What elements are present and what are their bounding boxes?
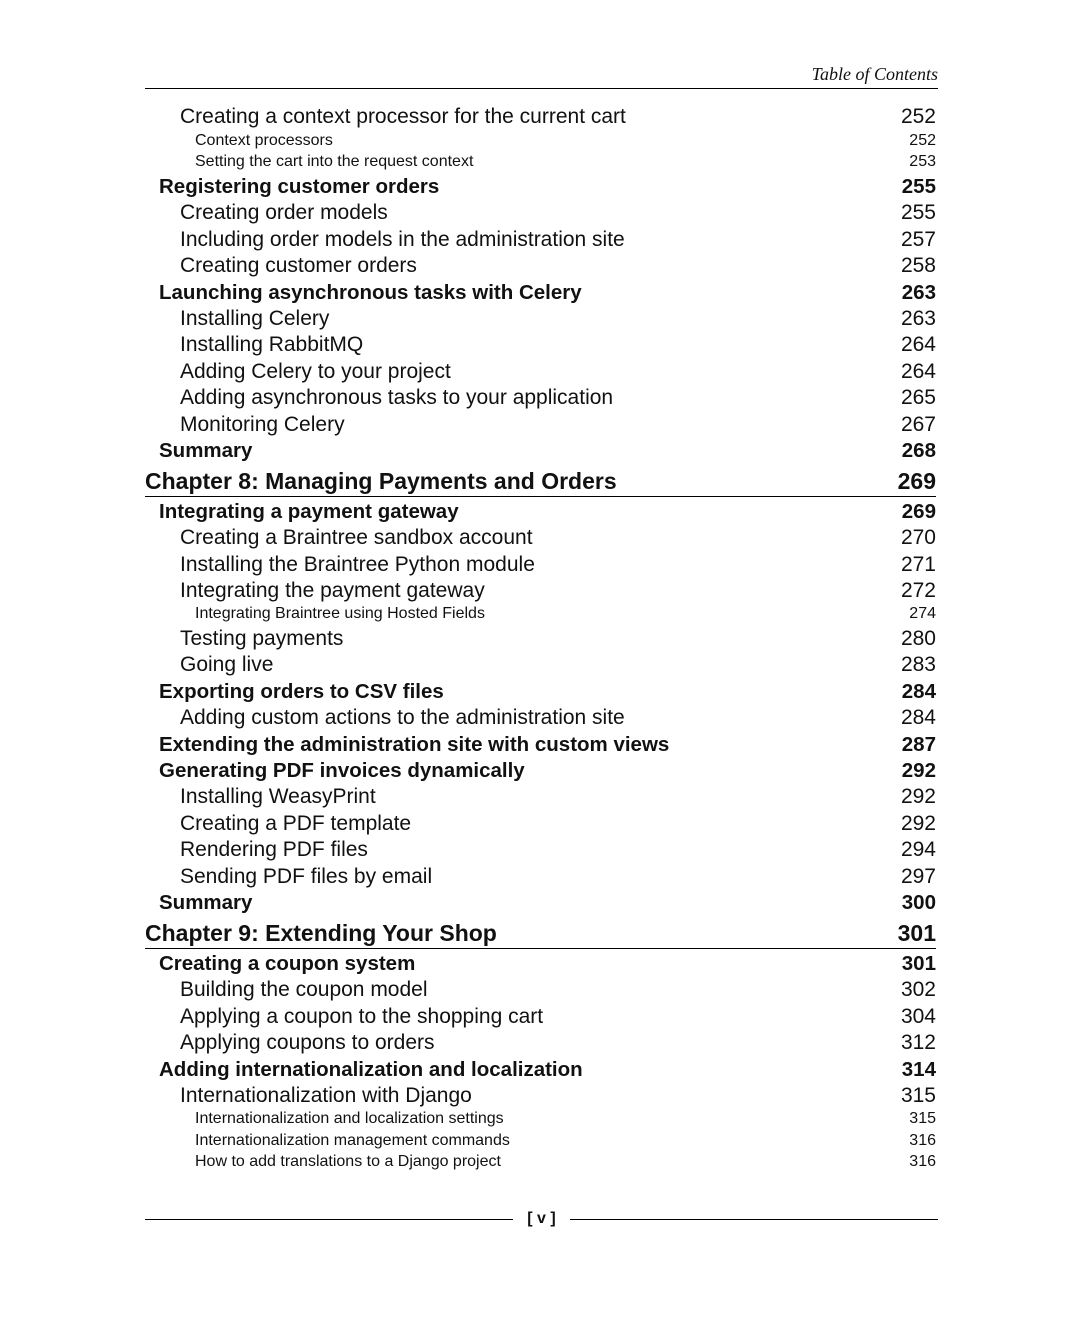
- toc-entry-title: Integrating Braintree using Hosted Fields: [195, 605, 485, 622]
- toc-entry-section[interactable]: [159, 952, 936, 976]
- toc-entry-title: Installing WeasyPrint: [180, 785, 376, 808]
- toc-entry-page: 264: [900, 360, 936, 383]
- toc-entry-page: 315: [900, 1084, 936, 1107]
- toc-entry-page: 272: [900, 579, 936, 602]
- toc-entry-page: 264: [900, 333, 936, 356]
- toc-entry-subsection[interactable]: [180, 105, 936, 129]
- toc-entry-subsection[interactable]: [180, 254, 936, 278]
- toc-entry-subsubsection[interactable]: [195, 1153, 936, 1171]
- toc-entry-page: 316: [909, 1132, 936, 1149]
- toc-entry-title: Building the coupon model: [180, 978, 428, 1001]
- toc-entry-title: Registering customer orders: [159, 175, 440, 198]
- toc-entry-title: Installing Celery: [180, 307, 330, 330]
- toc-entry-title: Creating a coupon system: [159, 952, 416, 975]
- toc-entry-subsection[interactable]: [180, 333, 936, 357]
- toc-entry-page: 270: [900, 526, 936, 549]
- toc-entry-subsection[interactable]: [180, 627, 936, 651]
- toc-entry-title: Chapter 9: Extending Your Shop: [145, 920, 497, 946]
- toc-entry-page: 284: [900, 706, 936, 729]
- toc-entry-page: 269: [901, 500, 936, 523]
- toc-entry-title: Integrating the payment gateway: [180, 579, 485, 602]
- toc-entry-subsection[interactable]: [180, 228, 936, 252]
- toc-entry-page: 267: [900, 413, 936, 436]
- page-number: [ v ]: [527, 1210, 556, 1227]
- toc-entry-page: 263: [900, 307, 936, 330]
- toc-entry-page: 292: [900, 785, 936, 808]
- toc-entry-subsection[interactable]: [180, 706, 936, 730]
- toc-entry-page: 253: [909, 153, 936, 170]
- toc-entry-title: Setting the cart into the request context: [195, 153, 474, 170]
- toc-entry-subsection[interactable]: [180, 1031, 936, 1055]
- toc-entry-page: 252: [900, 105, 936, 128]
- toc-entry-section[interactable]: [159, 1058, 936, 1082]
- toc-entry-section[interactable]: [159, 733, 936, 757]
- toc-entry-title: Creating a PDF template: [180, 812, 412, 835]
- toc-entry-page: 294: [900, 838, 936, 861]
- toc-entry-subsection[interactable]: [180, 785, 936, 809]
- toc-entry-subsection[interactable]: [180, 579, 936, 603]
- toc-entry-title: Creating a context processor for the current cart: [180, 105, 626, 128]
- toc-entry-subsection[interactable]: [180, 865, 936, 889]
- toc-entry-section[interactable]: [159, 759, 936, 783]
- toc-entry-page: 292: [901, 759, 936, 782]
- toc-entry-subsection[interactable]: [180, 838, 936, 862]
- toc-entry-page: 255: [901, 175, 936, 198]
- toc-entry-page: 301: [897, 920, 936, 946]
- toc-entry-page: 271: [900, 553, 936, 576]
- toc-entry-title: Generating PDF invoices dynamically: [159, 759, 525, 782]
- toc-entry-section[interactable]: [159, 891, 936, 915]
- toc-entry-subsection[interactable]: [180, 653, 936, 677]
- running-header: [145, 64, 938, 89]
- toc-entry-page: 284: [901, 680, 936, 703]
- toc-entry-page: 287: [901, 733, 936, 756]
- toc-entry-page: 252: [909, 132, 936, 149]
- toc-entry-page: 268: [901, 439, 936, 462]
- toc-entry-section[interactable]: [159, 281, 936, 305]
- toc-entry-title: Integrating a payment gateway: [159, 500, 459, 523]
- toc-entry-title: Applying coupons to orders: [180, 1031, 435, 1054]
- toc-entry-page: 265: [900, 386, 936, 409]
- footer-rule-left: [145, 1219, 513, 1220]
- toc-entry-section[interactable]: [159, 500, 936, 524]
- toc-entry-page: 316: [909, 1153, 936, 1170]
- toc-entry-page: 300: [901, 891, 936, 914]
- toc-entry-title: Internationalization management commands: [195, 1132, 510, 1149]
- toc-entry-page: 283: [900, 653, 936, 676]
- toc-entry-title: Internationalization with Django: [180, 1084, 472, 1107]
- toc-entry-title: Monitoring Celery: [180, 413, 345, 436]
- toc-entry-title: Adding Celery to your project: [180, 360, 451, 383]
- toc-entry-subsection[interactable]: [180, 413, 936, 437]
- toc-entry-title: Extending the administration site with custom views: [159, 733, 670, 756]
- footer-rule-right: [570, 1219, 938, 1220]
- toc-entry-page: 315: [909, 1110, 936, 1127]
- toc-entry-page: 292: [900, 812, 936, 835]
- toc-entry-title: Context processors: [195, 132, 333, 149]
- toc-entry-title: Exporting orders to CSV files: [159, 680, 444, 703]
- toc-entry-page: 263: [901, 281, 936, 304]
- toc-entry-title: Summary: [159, 439, 253, 462]
- toc-entry-title: Sending PDF files by email: [180, 865, 433, 888]
- toc-entry-subsection[interactable]: [180, 386, 936, 410]
- toc-entry-title: Internationalization and localization settings: [195, 1110, 504, 1127]
- toc-entry-section[interactable]: [159, 680, 936, 704]
- toc-entry-subsection[interactable]: [180, 1084, 936, 1108]
- toc-entry-title: Adding internationalization and localization: [159, 1058, 583, 1081]
- toc-entry-subsection[interactable]: [180, 201, 936, 225]
- toc-entry-title: Applying a coupon to the shopping cart: [180, 1005, 544, 1028]
- toc-entry-page: 304: [900, 1005, 936, 1028]
- page-footer: [145, 1207, 938, 1231]
- toc-entry-chapter[interactable]: [145, 920, 936, 949]
- toc-entry-subsubsection[interactable]: [195, 1110, 936, 1128]
- toc-entry-subsection[interactable]: [180, 1005, 936, 1029]
- toc-entry-subsection[interactable]: [180, 526, 936, 550]
- toc-entry-page: 269: [897, 468, 936, 494]
- toc-entry-page: 312: [900, 1031, 936, 1054]
- toc-entry-title: Creating a Braintree sandbox account: [180, 526, 533, 549]
- toc-entry-title: Summary: [159, 891, 253, 914]
- toc-entry-subsubsection[interactable]: [195, 153, 936, 171]
- toc-entry-page: 255: [900, 201, 936, 224]
- toc-entry-subsection[interactable]: [180, 307, 936, 331]
- toc-entry-title: Installing RabbitMQ: [180, 333, 364, 356]
- toc-entry-title: Rendering PDF files: [180, 838, 368, 861]
- toc-entry-page: 302: [900, 978, 936, 1001]
- toc-entry-subsection[interactable]: [180, 360, 936, 384]
- toc-entry-section[interactable]: [159, 439, 936, 463]
- toc-entry-title: Installing the Braintree Python module: [180, 553, 535, 576]
- toc-entry-title: Including order models in the administration site: [180, 228, 625, 251]
- toc-entry-page: 257: [900, 228, 936, 251]
- toc-entry-title: Creating customer orders: [180, 254, 417, 277]
- toc-entry-title: Creating order models: [180, 201, 388, 224]
- toc-entry-subsection[interactable]: [180, 978, 936, 1002]
- toc-entry-page: 297: [900, 865, 936, 888]
- toc-entry-page: 301: [901, 952, 936, 975]
- toc-entry-title: Adding custom actions to the administration site: [180, 706, 625, 729]
- toc-entry-page: 280: [900, 627, 936, 650]
- toc-entry-title: Testing payments: [180, 627, 344, 650]
- toc-entry-title: How to add translations to a Django project: [195, 1153, 501, 1170]
- toc-entry-subsubsection[interactable]: [195, 132, 936, 150]
- toc-entry-chapter[interactable]: [145, 468, 936, 497]
- toc-entry-subsection[interactable]: [180, 553, 936, 577]
- toc-entry-title: Chapter 8: Managing Payments and Orders: [145, 468, 617, 494]
- toc-entry-page: 314: [901, 1058, 936, 1081]
- toc-entry-subsubsection[interactable]: [195, 605, 936, 623]
- toc-entry-title: Launching asynchronous tasks with Celery: [159, 281, 582, 304]
- toc-entry-subsection[interactable]: [180, 812, 936, 836]
- toc-entry-title: Going live: [180, 653, 274, 676]
- running-header-title: Table of Contents: [811, 64, 938, 84]
- toc-entry-subsubsection[interactable]: [195, 1132, 936, 1150]
- toc-entry-page: 258: [900, 254, 936, 277]
- toc-entry-section[interactable]: [159, 175, 936, 199]
- toc-entry-page: 274: [909, 605, 936, 622]
- toc-entry-title: Adding asynchronous tasks to your application: [180, 386, 614, 409]
